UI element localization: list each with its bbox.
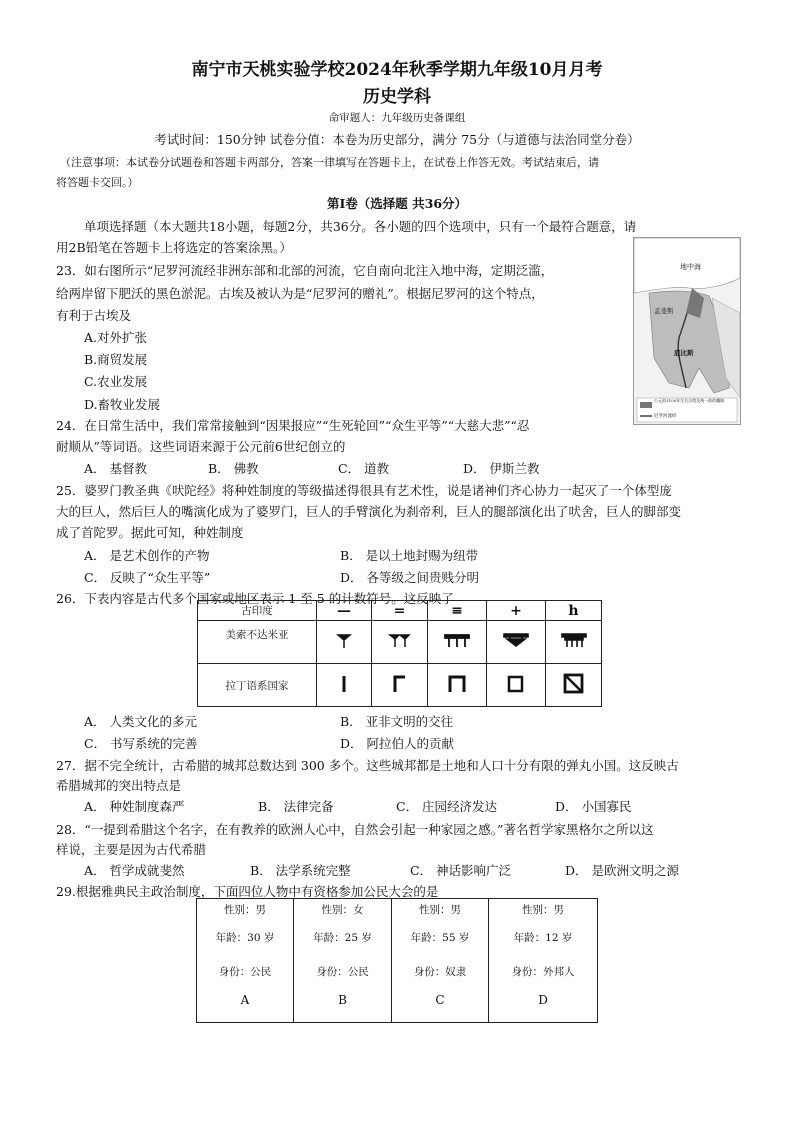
india-4: +: [487, 601, 546, 621]
map-legend-1: 公元前3100年左右古埃及统一前的疆域: [654, 398, 725, 403]
q28-option-c: C． 神话影响广泛: [410, 863, 512, 878]
row-label-india: 古印度: [198, 601, 317, 621]
person-c-identity: 身份：奴隶: [413, 966, 467, 978]
q23-option-d: D.畜牧业发展: [84, 397, 161, 412]
q27-option-b: B． 法律完备: [258, 799, 334, 814]
numeral-table: [197, 600, 602, 707]
q24-option-c: C． 道教: [338, 461, 390, 476]
map-legend-2: 尼罗河流经: [654, 414, 677, 419]
q26-option-a: A． 人类文化的多元: [84, 714, 198, 729]
q23-stem-3: 有利于古埃及: [56, 308, 132, 323]
q25-option-d: D． 各等级之间贵贱分明: [340, 570, 479, 585]
q24-stem-2: 耐顺从”等词语。这些词语来源于公元前6世纪创立的: [56, 439, 346, 454]
q27-option-c: C． 庄园经济发达: [396, 799, 498, 814]
exam-info: 考试时间：150分钟 试卷分值：本卷为历史部分，满分 75分（与道德与法治同堂分卷）: [154, 132, 640, 147]
map-city-memphis: 孟斐斯: [654, 307, 674, 315]
person-card-c: [392, 899, 489, 1023]
section-instruction-1: 单项选择题（本大题共18小题，每题2分，共36分。各小题的四个选项中，只有一个最符合题意，请: [84, 219, 637, 234]
q29-stem: 29.根据雅典民主政治制度，下面四位人物中有资格参加公民大会的是: [56, 884, 439, 899]
q28-stem-1: 28．“一提到希腊这个名字，在有教养的欧洲人心中，自然会引起一种家园之感。”著名哲学家黑格尔之所以这: [56, 822, 654, 837]
q23-option-a: A.对外扩张: [84, 330, 148, 345]
q26-option-d: D． 阿拉伯人的贡献: [340, 736, 454, 751]
india-2: =: [372, 601, 428, 621]
q23-stem-1: 23．如右图所示“尼罗河流经非洲东部和北部的河流，它自南向北注入地中海，定期泛滥，: [56, 263, 554, 278]
q23-option-b: B.商贸发展: [84, 352, 148, 367]
latin-1: [317, 664, 372, 707]
q25-stem-2: 大的巨人，然后巨人的嘴演化成为了婆罗门，巨人的手臂演化为刹帝利，巨人的腿部演化出了吠舍，巨人的脚部变: [56, 504, 682, 519]
cuneiform-2: [372, 621, 428, 664]
person-c-letter: C: [435, 993, 445, 1007]
q24-option-d: D． 伊斯兰教: [463, 461, 540, 476]
cuneiform-3: [428, 621, 487, 664]
person-d-identity: 身份：外邦人: [511, 966, 575, 978]
q26-stem: 26．下表内容是古代多个国家或地区表示 1 至 5 的计数符号。这反映了: [56, 591, 454, 606]
q27-option-a: A． 种姓制度森严: [84, 799, 185, 814]
person-a-age: 年龄：30 岁: [215, 932, 275, 944]
q25-stem-3: 成了首陀罗。据此可知，种姓制度: [56, 525, 244, 540]
q27-option-d: D． 小国寡民: [555, 799, 632, 814]
india-1: —: [317, 601, 372, 621]
person-a-letter: A: [240, 993, 250, 1007]
notice-line-1: （注意事项：本试卷分试题卷和答题卡两部分，答案一律填写在答题卡上，在试卷上作答无效。考试结束后，请: [60, 156, 599, 169]
author-line: 命审题人：九年级历史备课组: [328, 112, 466, 124]
notice-line-2: 将答题卡交回。）: [56, 176, 139, 189]
q25-option-b: B． 是以土地封赐为纽带: [340, 548, 479, 563]
person-b-letter: B: [338, 993, 347, 1007]
india-5: h: [546, 601, 602, 621]
row-label-mesopotamia: 美索不达米亚: [198, 621, 317, 664]
section-instruction-2: 用2B铅笔在答题卡上将选定的答案涂黑。）: [56, 240, 292, 255]
person-b-identity: 身份：公民: [316, 966, 369, 978]
person-card-b: [294, 899, 392, 1023]
q28-stem-2: 样说，主要是因为古代希腊: [56, 842, 207, 857]
latin-3: [428, 664, 487, 707]
person-c-age: 年龄：55 岁: [410, 932, 470, 944]
subject-title: 历史学科: [363, 87, 431, 107]
q24-option-b: B． 佛教: [208, 461, 259, 476]
person-a-identity: 身份：公民: [218, 966, 272, 978]
q23-option-c: C.农业发展: [84, 374, 148, 389]
person-card-d: [489, 899, 598, 1023]
q25-option-a: A． 是艺术创作的产物: [84, 548, 210, 563]
map-sea-label: 地中海: [680, 263, 701, 271]
person-c-gender: 性别：男: [419, 904, 461, 916]
cuneiform-1: [317, 621, 372, 664]
q24-option-a: A． 基督教: [84, 461, 148, 476]
q26-option-c: C． 书写系统的完善: [84, 736, 198, 751]
map-city-thebes: 底比斯: [674, 349, 694, 357]
q28-option-d: D． 是欧洲文明之源: [565, 863, 679, 878]
cuneiform-4: [487, 621, 546, 664]
person-b-age: 年龄：25 岁: [313, 932, 372, 944]
person-d-age: 年龄：12 岁: [513, 932, 573, 944]
row-label-latin: 拉丁语系国家: [198, 664, 317, 707]
q28-option-b: B． 法学系统完整: [250, 863, 351, 878]
person-b-gender: 性别：女: [321, 904, 364, 916]
person-d-gender: 性别：男: [522, 904, 564, 916]
section-title: 第Ⅰ卷（选择题 共36分）: [326, 196, 468, 211]
q25-stem-1: 25．婆罗门教圣典《吠陀经》将种姓制度的等级描述得很具有艺术性，说是诸神们齐心协力一起灭了一个体型庞: [56, 483, 672, 498]
q23-stem-2: 给两岸留下肥沃的黑色淤泥。古埃及被认为是“尼罗河的赠礼”。根据尼罗河的这个特点，: [56, 286, 544, 301]
cuneiform-5: [546, 621, 602, 664]
latin-4: [487, 664, 546, 707]
q27-stem-1: 27．据不完全统计，古希腊的城邦总数达到 300 多个。这些城邦都是土地和人口十分有限的弹丸小国。这反映古: [56, 758, 679, 773]
latin-2: [372, 664, 428, 707]
q26-option-b: B． 亚非文明的交往: [340, 714, 454, 729]
exam-title: 南宁市天桃实验学校2024年秋季学期九年级10月月考: [191, 60, 603, 80]
india-3: ≡: [428, 601, 487, 621]
q28-option-a: A． 哲学成就斐然: [84, 863, 185, 878]
person-d-letter: D: [538, 993, 548, 1007]
q24-stem-1: 24．在日常生活中，我们常常接触到“因果报应”“生死轮回”“众生平等”“大慈大悲”“忍: [56, 418, 530, 433]
person-card-a: [197, 899, 294, 1023]
q27-stem-2: 希腊城邦的突出特点是: [56, 778, 182, 793]
latin-5: [546, 664, 602, 707]
q25-option-c: C． 反映了“众生平等”: [84, 570, 211, 585]
egypt-nile-map: [633, 237, 741, 425]
person-cards-table: [196, 898, 598, 1023]
person-a-gender: 性别：男: [224, 904, 266, 916]
